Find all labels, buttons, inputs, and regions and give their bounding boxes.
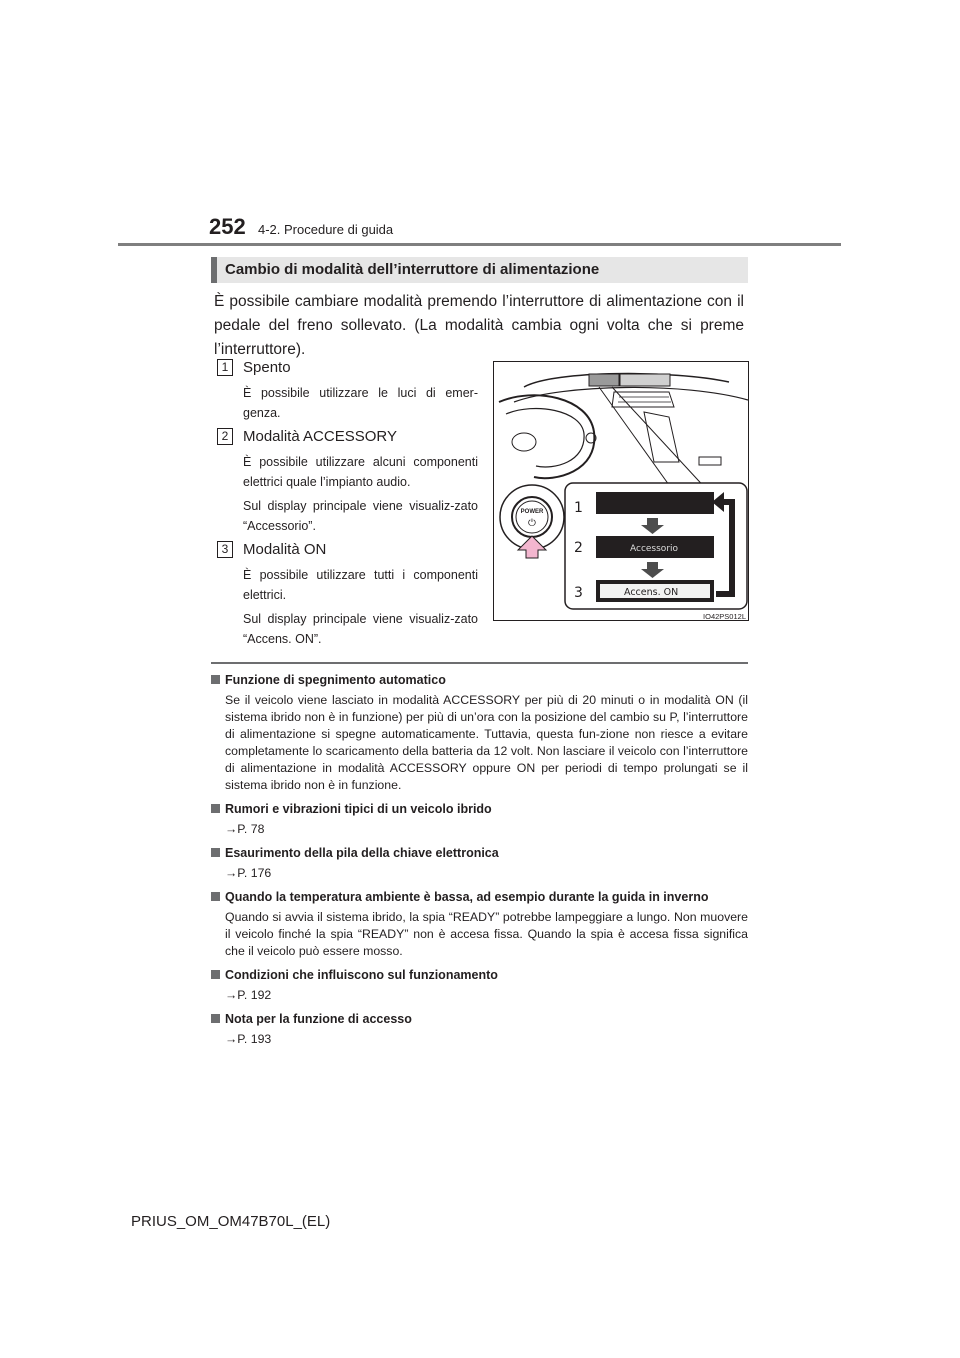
note-title: Rumori e vibrazioni tipici di un veicolo ibrido	[225, 802, 492, 816]
display-number-1: 1	[574, 500, 583, 516]
note-low-temperature	[211, 889, 748, 960]
mode-2-display-note: Sul display principale viene visualiz-zato “Accessorio”.	[243, 499, 478, 533]
bullet-square-icon	[211, 848, 220, 857]
page-reference-link[interactable]: →P. 192	[225, 988, 272, 1002]
bullet-square-icon	[211, 1014, 220, 1023]
number-2-icon: 2	[217, 428, 233, 445]
note-access-function	[211, 1011, 748, 1048]
note-hybrid-noise	[211, 801, 748, 838]
steering-wheel-inner	[506, 408, 584, 466]
bullet-square-icon	[211, 892, 220, 901]
note-title: Esaurimento della pila della chiave elettronica	[225, 846, 499, 860]
bullet-square-icon	[211, 675, 220, 684]
display-number-3: 3	[574, 585, 583, 601]
side-vent	[699, 457, 721, 465]
vent	[612, 392, 674, 407]
page-reference-link[interactable]: →P. 193	[225, 1032, 272, 1046]
power-label: POWER	[520, 509, 544, 515]
note-auto-power-off	[211, 672, 748, 794]
illustration-svg	[494, 362, 749, 621]
mode-2-title: Modalità ACCESSORY	[243, 428, 397, 445]
page-reference-link[interactable]: →P. 176	[225, 866, 272, 880]
bullet-square-icon	[211, 970, 220, 979]
display-3-text: Accens. ON	[624, 587, 679, 598]
zoom-line-1	[599, 387, 674, 492]
note-title: Quando la temperatura ambiente è bassa, ad esempio durante la guida in inverno	[225, 890, 709, 904]
note-title: Funzione di spegnimento automatico	[225, 673, 446, 687]
mode-1-desc: È possibile utilizzare le luci di emer-genza.	[243, 386, 478, 420]
power-switch-illustration	[493, 361, 749, 621]
mode-3-title: Modalità ON	[243, 541, 327, 558]
display-1-off	[596, 492, 714, 514]
note-key-battery	[211, 845, 748, 882]
section-heading	[211, 257, 748, 283]
note-operating-conditions	[211, 967, 748, 1004]
figure-code: IO42PS012L	[703, 612, 746, 621]
display-number-2: 2	[574, 540, 583, 556]
display-2-text: Accessorio	[630, 544, 679, 554]
notes-section	[211, 672, 748, 1055]
steering-wheel-outer	[499, 395, 594, 478]
footer-doc-code: PRIUS_OM_OM47B70L_(EL)	[131, 1213, 331, 1230]
number-3-icon: 3	[217, 541, 233, 558]
bullet-square-icon	[211, 804, 220, 813]
center-display-2	[620, 374, 670, 386]
power-symbol-icon: ⏻	[528, 518, 536, 529]
notes-divider	[211, 662, 748, 664]
dashboard-line	[514, 387, 748, 402]
heading-text: Cambio di modalità dell’interruttore di alimentazione	[225, 261, 600, 278]
note-title: Nota per la funzione di accesso	[225, 1012, 412, 1026]
note-body: Quando si avvia il sistema ibrido, la spia “READY” potrebbe lampeggiare a lungo. Non muovere il veicolo finché la spia “READY” non è accesa fissa. Quando la spia è accesa fissa significa che il veicolo può essere mosso.	[225, 910, 748, 958]
mode-3-desc: È possibile utilizzare tutti i componenti elettrici.	[243, 568, 478, 602]
intro-paragraph: È possibile cambiare modalità premendo l’interruttore di alimentazione con il pedale del freno sollevato. (La modalità cambia ogni volta che si preme l’interruttore).	[214, 293, 744, 358]
mode-2-desc: È possibile utilizzare alcuni componenti elettrici quale l’impianto audio.	[243, 455, 478, 489]
note-title: Condizioni che influiscono sul funzionamento	[225, 968, 498, 982]
section-title: 4-2. Procedure di guida	[258, 222, 394, 237]
page-number: 252	[209, 214, 246, 239]
steering-hub	[512, 433, 536, 451]
number-1-icon: 1	[217, 359, 233, 376]
header-rule	[118, 243, 841, 246]
center-display-1	[589, 374, 619, 386]
mode-3-display-note: Sul display principale viene visualiz-zato “Accens. ON”.	[243, 612, 478, 646]
note-body: Se il veicolo viene lasciato in modalità ACCESSORY per più di 20 minuti o in modalità ON (il sistema ibrido non è in funzione) per più di un’ora con la posizione del cambio su P, l’interruttore di alimentazione si spegne automaticamente. Tuttavia, questa fun-zione non riesce a evitare completamente lo scaricamento della batteria da 12 volt. Non lasciare il veicolo con l’interruttore di alimentazione in modalità ACCESSORY oppure ON per periodi di tempo prolungati se il sistema ibrido non è in funzione.	[225, 693, 748, 792]
heading-accent	[211, 257, 217, 283]
page-reference-link[interactable]: →P. 78	[225, 822, 265, 836]
zoom-line-2	[612, 387, 709, 492]
mode-1-title: Spento	[243, 359, 291, 376]
